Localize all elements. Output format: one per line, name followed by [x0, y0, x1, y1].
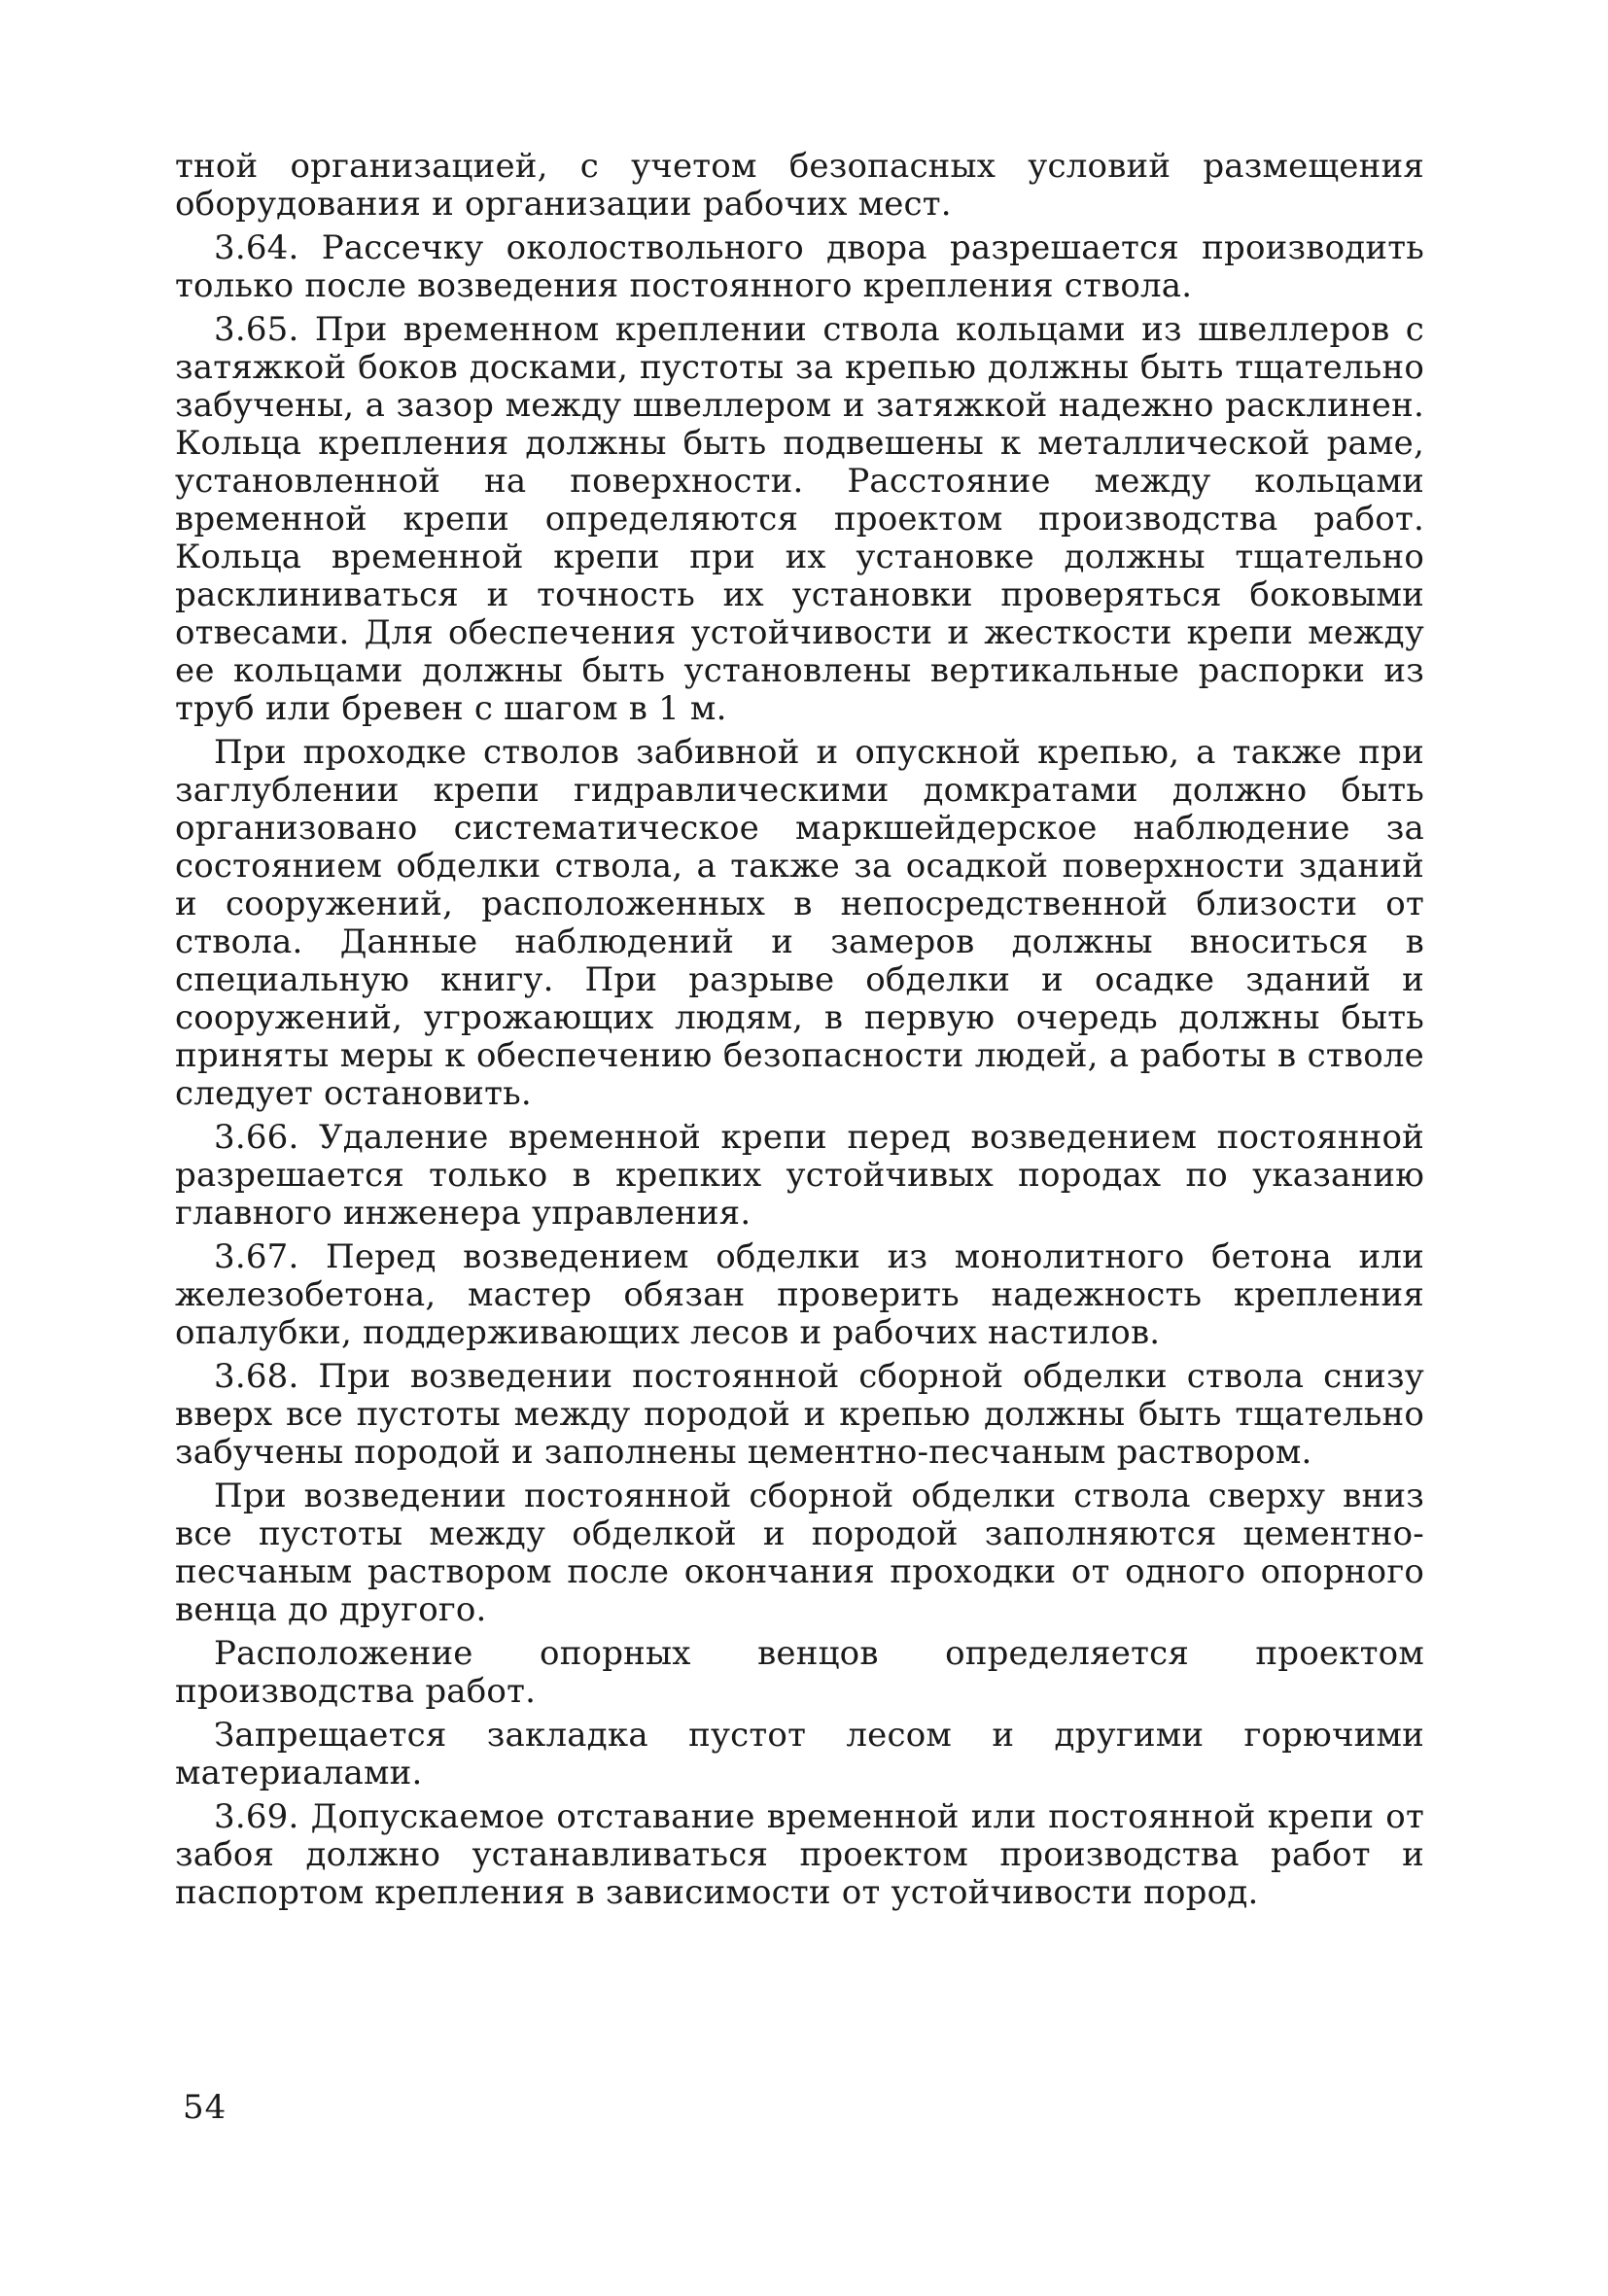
paragraph-3-66: 3.66. Удаление временной крепи перед возведением постоянной разрешается только в крепких устойчивых породах по указанию главного инженера управления. [175, 1118, 1424, 1233]
paragraph-3-69: 3.69. Допускаемое отставание временной или постоянной крепи от забоя должно устанавливаться проектом производства работ и паспортом крепления в зависимости от устойчивости пород. [175, 1797, 1424, 1912]
paragraph-top-down-lining: При возведении постоянной сборной обделки ствола сверху вниз все пустоты между обделкой и породой заполняются цементно-песчаным раствором после окончания проходки от одного опорного венца до другого. [175, 1477, 1424, 1629]
paragraph-3-67: 3.67. Перед возведением обделки из монолитного бетона или железобетона, мастер обязан проверить надежность крепления опалубки, поддерживающих лесов и рабочих настилов. [175, 1237, 1424, 1352]
paragraph-prohibition: Запрещается закладка пустот лесом и другими горючими материалами. [175, 1716, 1424, 1792]
paragraph-shaft-sinking-observation: При проходке стволов забивной и опускной крепью, а также при заглублении крепи гидравлическими домкратами должно быть организовано систематическое маркшейдерское наблюдение за состоянием обделки ствола, а также за осадкой поверхности зданий и сооружений, расположенных в непосредственной близости от ствола. Данные наблюдений и замеров должны вноситься в специальную книгу. При разрыве обделки и осадке зданий и сооружений, угрожающих людям, в первую очередь должны быть приняты меры к обеспечению безопасности людей, а работы в стволе следует остановить. [175, 733, 1424, 1113]
page-number: 54 [183, 2088, 227, 2127]
body-text [175, 148, 1424, 1918]
paragraph-bearing-rings: Расположение опорных венцов определяется проектом производства работ. [175, 1634, 1424, 1711]
paragraph-3-65: 3.65. При временном креплении ствола кольцами из швеллеров с затяжкой боков досками, пустоты за крепью должны быть тщательно забучены, а зазор между швеллером и затяжкой надежно расклинен. Кольца крепления должны быть подвешены к металлической раме, установленной на поверхности. Расстояние между кольцами временной крепи определяются проектом производства работ. Кольца временной крепи при их установке должны тщательно расклиниваться и точность их установки проверяться боковыми отвесами. Для обеспечения устойчивости и жесткости крепи между ее кольцами должны быть установлены вертикальные распорки из труб или бревен с шагом в 1 м. [175, 310, 1424, 728]
paragraph-3-64: 3.64. Рассечку околоствольного двора разрешается производить только после возведения постоянного крепления ствола. [175, 228, 1424, 305]
paragraph-continued: тной организацией, с учетом безопасных условий размещения оборудования и организации рабочих мест. [175, 147, 1424, 224]
paragraph-3-68: 3.68. При возведении постоянной сборной обделки ствола снизу вверх все пустоты между породой и крепью должны быть тщательно забучены породой и заполнены цементно-песчаным раствором. [175, 1357, 1424, 1472]
